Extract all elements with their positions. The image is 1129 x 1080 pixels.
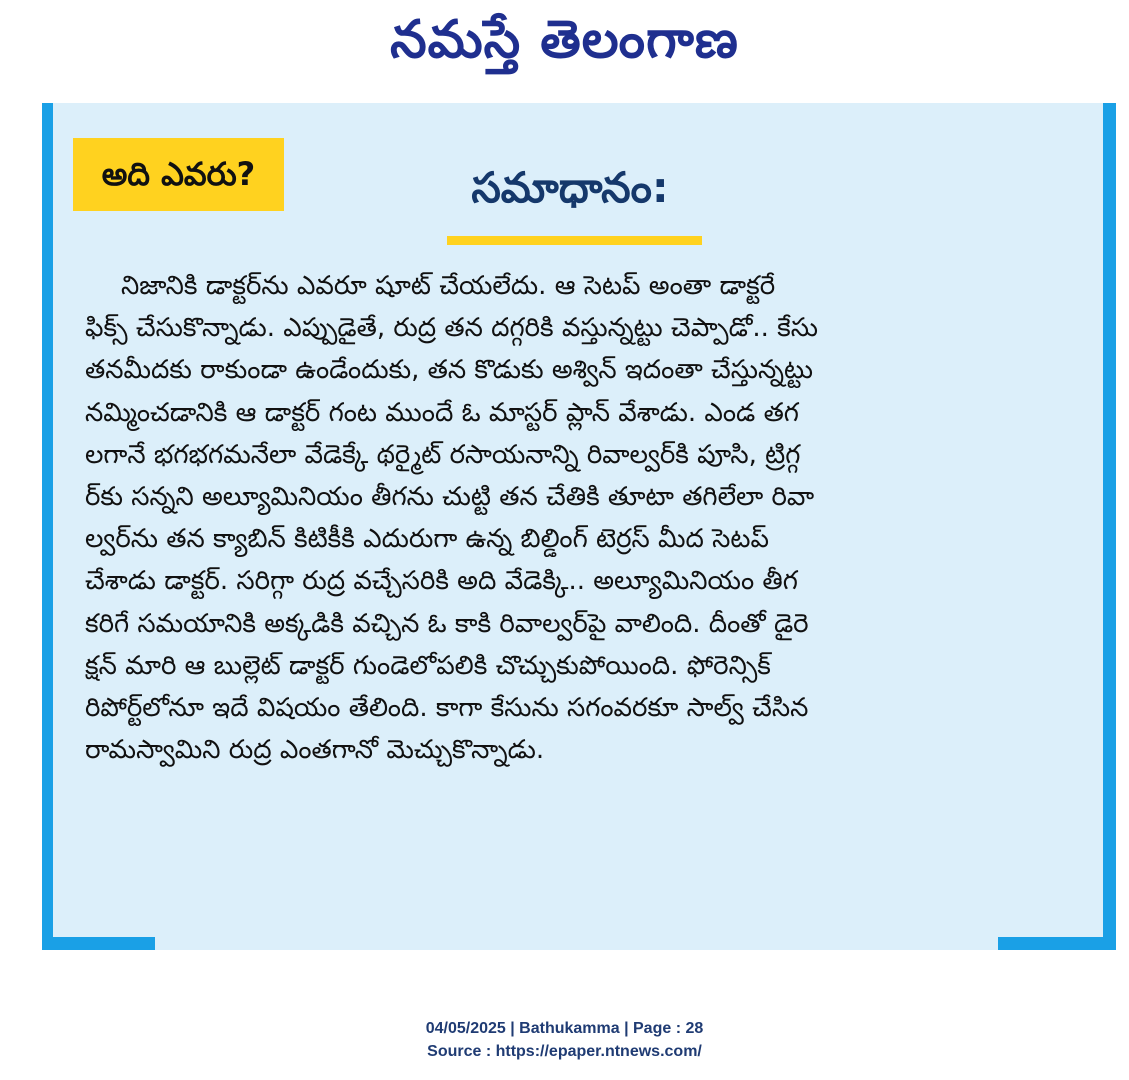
- page-footer: [0, 1017, 1129, 1063]
- story-line: ల్వర్‌ను తన క్యాబిన్ కిటికీకి ఎదురుగా ఉన్న బిల్డింగ్ టెర్రస్ మీద సెటప్: [85, 524, 769, 555]
- panel-right-border: [1103, 103, 1116, 950]
- story-line: తనమీదకు రాకుండా ఉండేందుకు, తన కొడుకు అశ్విన్ ఇదంతా చేస్తున్నట్టు: [85, 355, 814, 386]
- answer-heading: సమాధానం:: [471, 163, 669, 212]
- story-line: ఫిక్స్ చేసుకొన్నాడు. ఎప్పుడైతే, రుద్ర తన దగ్గరికి వస్తున్నట్టు చెప్పాడో.. కేసు: [85, 313, 819, 344]
- panel-bottom-right-border: [998, 937, 1116, 950]
- story-line: రిపోర్ట్‌లోనూ ఇదే విషయం తేలింది. కాగా కేసును సగంవరకూ సాల్వ్ చేసిన: [85, 693, 809, 724]
- newspaper-masthead: నమస్తే తెలంగాణ: [390, 9, 739, 70]
- panel-bottom-left-border: [42, 937, 155, 950]
- story-line: నమ్మించడానికి ఆ డాక్టర్ గంట ముందే ఓ మాస్టర్ ప్లాన్ వేశాడు. ఎండ తగ: [85, 397, 799, 428]
- source-link[interactable]: Source : https://epaper.ntnews.com/: [427, 1043, 702, 1060]
- story-line: కరిగే సమయానికి అక్కడికి వచ్చిన ఓ కాకి రివాల్వర్‌పై వాలింది. దీంతో డైరె: [85, 608, 809, 639]
- story-line: లగానే భగభగమనేలా వేడెక్కే థర్మైట్ రసాయనాన్ని రివాల్వర్‌కి పూసి, ట్రిగ్గ: [85, 439, 801, 470]
- panel-left-border: [42, 103, 53, 950]
- answer-story: [85, 265, 1070, 905]
- story-line: రామస్వామిని రుద్ర ఎంతగానో మెచ్చుకొన్నాడు.: [85, 735, 545, 766]
- story-line: క్షన్ మారి ఆ బుల్లెట్ డాక్టర్ గుండెలోపలికి చొచ్చుకుపోయింది. ఫోరెన్సిక్: [85, 650, 771, 681]
- edition-info: 04/05/2025 | Bathukamma | Page : 28: [425, 1020, 704, 1037]
- story-line: ర్‌కు సన్నని అల్యూమినియం తీగను చుట్టి తన చేతికి తూటా తగిలేలా రివా: [85, 482, 815, 513]
- heading-underline: [447, 236, 702, 245]
- story-line: చేశాడు డాక్టర్. సరిగ్గా రుద్ర వచ్చేసరికి అది వేడెక్కి.. అల్యూమినియం తీగ: [85, 566, 798, 597]
- story-line: నిజానికి డాక్టర్‌ను ఎవరూ షూట్ చేయలేదు. ఆ సెటప్ అంతా డాక్టరే: [121, 271, 776, 301]
- question-label: అది ఎవరు?: [73, 138, 284, 211]
